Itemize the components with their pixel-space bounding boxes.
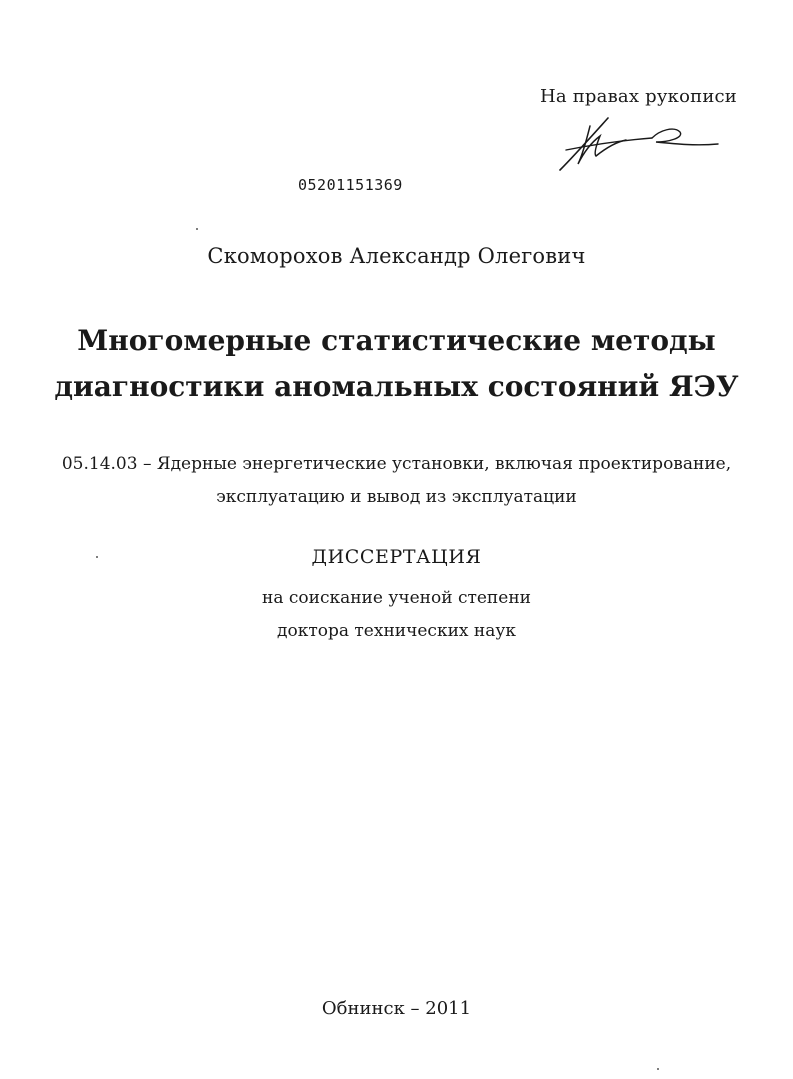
city-year: Обнинск – 2011 [321, 998, 472, 1019]
degree-line-1: на соискание ученой степени [261, 588, 531, 608]
manuscript-note: На правах рукописи [539, 86, 737, 107]
specialty-line-1: 05.14.03 – Ядерные энергетические установки, включая проектирование, [61, 454, 732, 474]
degree-block [0, 582, 793, 648]
dissertation-title [0, 318, 793, 410]
specialty-block [0, 448, 793, 514]
thesis-type: ДИССЕРТАЦИЯ [311, 546, 482, 568]
handwritten-signature [556, 112, 726, 174]
degree-line-2: доктора технических наук [277, 621, 516, 641]
scan-speck [196, 228, 198, 230]
author-name: Скоморохов Александр Олегович [207, 244, 586, 268]
specialty-line-2: эксплуатацию и вывод из эксплуатации [216, 487, 577, 507]
title-line-1: Многомерные статистические методы [77, 324, 716, 357]
archive-stamp-number: 05201151369 [298, 176, 403, 194]
scan-speck [657, 1068, 659, 1070]
title-line-2: диагностики аномальных состояний ЯЭУ [54, 370, 739, 403]
